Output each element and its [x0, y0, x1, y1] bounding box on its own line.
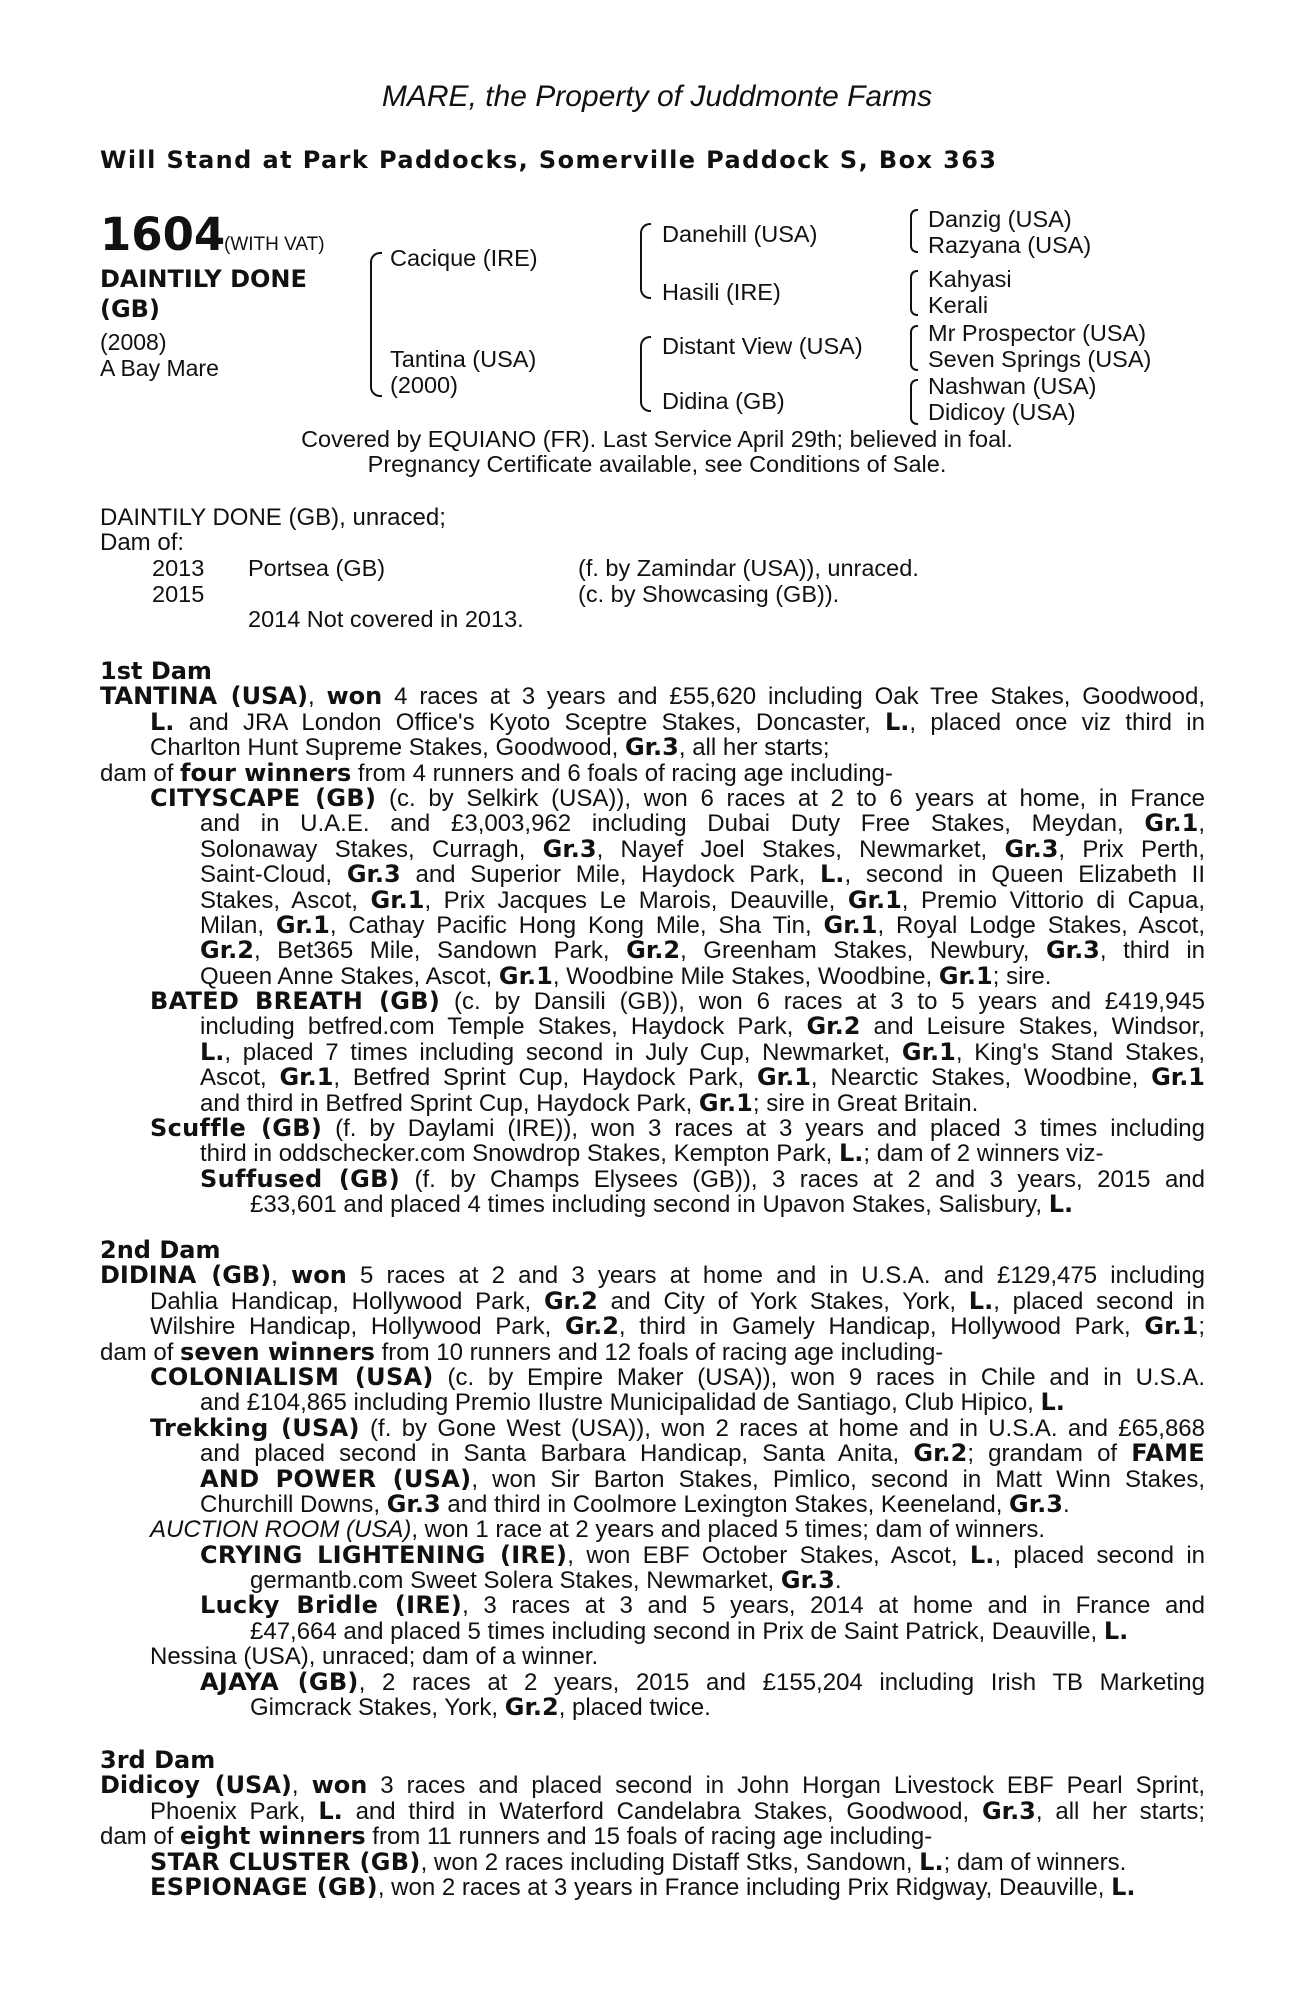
grade: Gr.2 [543, 1286, 598, 1315]
race-text: and Superior Mile, Haydock Park, [400, 861, 821, 889]
pedigree-sire: Cacique (IRE) [390, 245, 538, 271]
race-text: , Nearctic Stakes, Woodbine, [810, 1064, 1152, 1092]
race-text: and placed second in Santa Barbara Handicap, Santa Anita, [200, 1440, 914, 1468]
won-label: won [326, 682, 383, 711]
progeny-name: BATED BREATH (GB) [150, 987, 441, 1016]
race-text: (c. by Selkirk (USA)), won 6 races at 2 to 6 years at home, in France [376, 784, 1205, 812]
grade: Gr.3 [386, 1489, 441, 1518]
race-text: , Prix Perth, [1058, 835, 1205, 863]
race-text: , King's Stand Stakes, [955, 1038, 1206, 1066]
race-text: (f. by Daylami (IRE)), won 3 races at 3 years and placed 3 times including [322, 1115, 1205, 1143]
horse-description: A Bay Mare [100, 355, 219, 381]
pedigree-g3: Kahyasi [928, 266, 1012, 292]
covering-note: Covered by EQUIANO (FR). Last Service April 29th; believed in foal. [301, 426, 1013, 452]
progeny-name: STAR CLUSTER (GB) [150, 1847, 421, 1876]
grade: Gr.3 [624, 733, 679, 762]
pedigree-dam: Tantina (USA) [390, 346, 537, 372]
sire-brace [370, 252, 382, 397]
race-text: , Nayef Joel Stakes, Newmarket, [596, 835, 1005, 863]
race-text: ; sire in Great Britain. [752, 1089, 979, 1117]
grade: Gr.2 [913, 1439, 968, 1468]
race-text: and third in Betfred Sprint Cup, Haydock Park, [200, 1089, 699, 1117]
race-text: , won 1 race at 2 years and placed 5 times; dam of winners. [411, 1516, 1045, 1544]
g-brace-1 [910, 209, 918, 253]
grade: L. [968, 1286, 994, 1315]
section-heading: 3rd Dam [100, 1746, 216, 1774]
race-text: Milan, [200, 911, 276, 939]
pedigree-g7: Nashwan (USA) [928, 373, 1097, 399]
grade: L. [839, 1139, 864, 1168]
race-text: , all her starts; [678, 734, 830, 762]
race-text: , placed twice. [558, 1694, 711, 1722]
progeny-name: COLONIALISM (USA) [150, 1362, 434, 1391]
race-text: , won 2 races including Distaff Stks, Sandown, [420, 1848, 920, 1876]
race-text: Charlton Hunt Supreme Stakes, Goodwood, [150, 734, 625, 762]
pedigree-sire-sire: Danehill (USA) [662, 221, 818, 247]
progeny-name: Lucky Bridle (IRE) [200, 1591, 463, 1620]
grade: Gr.3 [981, 1796, 1036, 1825]
grade: Gr.1 [498, 961, 553, 990]
race-text: ; [1198, 1313, 1206, 1341]
pregnancy-note: Pregnancy Certificate available, see Conditions of Sale. [367, 451, 947, 477]
progeny-name: ESPIONAGE (GB) [150, 1872, 378, 1901]
grade: Gr.3 [1009, 1489, 1063, 1518]
race-text: ; dam of 2 winners viz- [863, 1140, 1104, 1168]
grade: Gr.3 [1004, 834, 1059, 863]
race-text: and City of York Stakes, York, [597, 1287, 969, 1315]
dam-name: TANTINA (USA) [100, 682, 308, 711]
race-text: . [834, 1567, 842, 1595]
grade: L. [1048, 1190, 1074, 1219]
grade: Gr.1 [847, 885, 902, 914]
progeny-name: Suffused (GB) [200, 1164, 401, 1193]
grade: Gr.1 [1144, 809, 1199, 838]
race-text: Dahlia Handicap, Hollywood Park, [150, 1287, 544, 1315]
g-brace-4 [910, 379, 918, 425]
grade: L. [1103, 1616, 1129, 1645]
progeny-name: Trekking (USA) [150, 1413, 360, 1442]
race-text: Phoenix Park, [150, 1797, 319, 1825]
race-text: from 10 runners and 12 foals of racing age including- [374, 1338, 944, 1366]
race-text: . [1062, 1490, 1070, 1518]
horse-name-line1: DAINTILY DONE [100, 265, 307, 293]
grade: Gr.1 [823, 910, 878, 939]
progeny-name: FAME [1131, 1439, 1205, 1468]
race-text: Solonaway Stakes, Curragh, [200, 835, 543, 863]
grade: L. [200, 1037, 225, 1066]
pedigree-g4: Kerali [928, 292, 989, 318]
race-text: and in U.A.E. and £3,003,962 including Dubai Duty Free Stakes, Meydan, [200, 810, 1145, 838]
lot-number: 1604 [100, 208, 226, 261]
grade: Gr.1 [1144, 1312, 1199, 1341]
produce-note: 2014 Not covered in 2013. [248, 606, 524, 632]
g-brace-2 [910, 270, 918, 316]
race-text: , Cathay Pacific Hong Kong Mile, Sha Tin, [329, 911, 824, 939]
grade: L. [150, 707, 175, 736]
progeny-name: CITYSCAPE (GB) [150, 783, 377, 812]
produce-year: 2015 [152, 581, 205, 607]
grade: Gr.2 [504, 1693, 559, 1722]
race-text: and JRA London Office's Kyoto Sceptre Stakes, Doncaster, [174, 708, 885, 736]
race-text: Gimcrack Stakes, York, [250, 1694, 505, 1722]
pedigree-g1: Danzig (USA) [928, 206, 1072, 232]
grade: Gr.1 [275, 910, 330, 939]
winners-count: eight winners [180, 1822, 366, 1851]
race-text: dam of [100, 759, 181, 787]
race-text: from 4 runners and 6 foals of racing age including- [351, 759, 893, 787]
grade: Gr.2 [626, 936, 681, 965]
horse-year: (2008) [100, 329, 167, 355]
grade: Gr.1 [901, 1037, 956, 1066]
race-text: £47,664 and placed 5 times including second in Prix de Saint Patrick, Deauville, [250, 1617, 1104, 1645]
progeny-name: AND POWER (USA) [200, 1464, 472, 1493]
dam-name: DIDINA (GB) [100, 1261, 272, 1290]
race-text: , all her starts; [1035, 1797, 1206, 1825]
race-text: (c. by Dansili (GB)), won 6 races at 3 to 5 years and £419,945 [440, 988, 1205, 1016]
race-text: £33,601 and placed 4 times including second in Upavon Stakes, Salisbury, [250, 1191, 1049, 1219]
pedigree-g2: Razyana (USA) [928, 232, 1092, 258]
pedigree-g6: Seven Springs (USA) [928, 346, 1152, 372]
page-subtitle: Will Stand at Park Paddocks, Somerville Paddock S, Box 363 [100, 146, 998, 174]
horse-name [100, 264, 307, 324]
race-text: (f. by Champs Elysees (GB)), 3 races at 2 and 3 years, 2015 and [400, 1165, 1205, 1193]
race-text: , third in [1099, 937, 1206, 965]
race-text: and Leisure Stakes, Windsor, [860, 1013, 1205, 1041]
grade: L. [318, 1796, 343, 1825]
grade: Gr.3 [346, 860, 401, 889]
race-text: ; grandam of [967, 1440, 1132, 1468]
race-text: and third in Coolmore Lexington Stakes, Keeneland, [440, 1490, 1010, 1518]
race-text: ; dam of winners. [943, 1848, 1127, 1876]
race-text: , [1198, 810, 1205, 838]
g-brace-3 [910, 325, 918, 371]
race-text: , won Sir Barton Stakes, Pimlico, second in Matt Winn Stakes, [471, 1465, 1205, 1493]
race-text: , second in Queen Elizabeth II [844, 861, 1205, 889]
race-text: , Woodbine Mile Stakes, Woodbine, [552, 962, 939, 990]
race-text: , Prix Jacques Le Marois, Deauville, [424, 886, 848, 914]
progeny-name: Scuffle (GB) [150, 1114, 323, 1143]
grade: L. [969, 1540, 995, 1569]
race-text: dam of [100, 1823, 181, 1851]
section-heading: 1st Dam [100, 657, 212, 685]
grade: Gr.3 [542, 834, 597, 863]
grade: Gr.2 [564, 1312, 619, 1341]
race-text: dam of [100, 1338, 181, 1366]
race-text: and third in Waterford Candelabra Stakes, Goodwood, [342, 1797, 982, 1825]
sire-line-brace [640, 223, 651, 299]
winners-count: four winners [180, 758, 352, 787]
grade: L. [1111, 1872, 1136, 1901]
race-text: Churchill Downs, [200, 1490, 387, 1518]
produce-intro: DAINTILY DONE (GB), unraced; [100, 504, 446, 531]
grade: Gr.2 [200, 936, 254, 965]
grade: L. [820, 860, 845, 889]
lot-vat: (WITH VAT) [224, 234, 325, 255]
page-title: MARE, the Property of Juddmonte Farms [381, 80, 933, 113]
second-dam-section: 2nd Dam DIDINA (GB), won 5 races at 2 and 3 years at home and in U.S.A. and £129,475 including Dahlia Handicap, Hollywood Park, Gr.2 and City of York Stakes, York, L., placed second in Wilshire Handicap, Hollywood Park, Gr.2, third in Gamely Handicap, Hollywood Park, Gr.1; dam of seven winners from 10 runners and 12 foals of racing age including- COLONIALISM (USA) (c. by Empire Maker (USA)), won 9 races in Chile and in U.S.A. and £104,865 including Premio Ilustre Municipalidad de Santiago, Club Hipico, L. Trekking (USA) (f. by Gone West (USA)), won 2 races at home and in U.S.A. and £65,868 and placed second in Santa Barbara Handicap, Santa Anita, Gr.2; grandam of FAME AND POWER (USA), won Sir Barton Stakes, Pimlico, second in Matt Winn Stakes, Churchill Downs, Gr.3 and third in Coolmore Lexington Stakes, Keeneland, Gr.3. AUCTION ROOM (USA), won 1 race at 2 years and placed 5 times; dam of winners. CRYING LIGHTENING (IRE), won EBF October Stakes, Ascot, L., placed second in germantb.com Sweet Solera Stakes, Newmarket, Gr.3. Lucky Bridle (IRE), 3 races at 3 and 5 years, 2014 at home and in France and £47,664 and placed 5 times including second in Prix de Saint Patrick, Deauville, L. Nessina (USA), unraced; dam of a winner. AJAYA (GB), 2 races at 2 years, 2015 and £155,204 including Irish TB Marketing Gimcrack Stakes, York, Gr.2, placed twice. [100, 1236, 1206, 1722]
race-text: 5 races at 2 and 3 years at home and in U.S.A. and £129,475 including [346, 1262, 1206, 1290]
section-heading: 2nd Dam [100, 1236, 221, 1264]
winners-count: seven winners [180, 1337, 375, 1366]
race-text: , third in Gamely Handicap, Hollywood Park, [618, 1313, 1145, 1341]
grade: L. [884, 707, 910, 736]
race-text: , placed once viz third in [909, 708, 1205, 736]
grade: Gr.1 [698, 1088, 753, 1117]
progeny-name: CRYING LIGHTENING (IRE) [200, 1540, 568, 1569]
produce-dam-of: Dam of: [100, 529, 185, 556]
produce-name: Portsea (GB) [248, 555, 386, 581]
progeny-name: AUCTION ROOM (USA) [150, 1516, 412, 1544]
race-text: , Royal Lodge Stakes, Ascot, [877, 911, 1206, 939]
grade: L. [919, 1847, 944, 1876]
dam-line-brace [640, 336, 651, 412]
race-text: , won EBF October Stakes, Ascot, [567, 1541, 970, 1569]
race-text: , placed 7 times including second in July Cup, Newmarket, [224, 1038, 902, 1066]
race-text: 3 races and placed second in John Horgan Livestock EBF Pearl Sprint, [367, 1772, 1205, 1800]
nessina-line: Nessina (USA), unraced; dam of a winner. [150, 1643, 599, 1671]
race-text: , 2 races at 2 years, 2015 and £155,204 including Irish TB Marketing [358, 1668, 1205, 1696]
race-text: , placed second in [994, 1541, 1206, 1569]
race-text: Stakes, Ascot, [200, 886, 371, 914]
dam-name: Didicoy (USA) [100, 1771, 292, 1800]
race-text: including betfred.com Temple Stakes, Haydock Park, [200, 1013, 807, 1041]
race-text: (f. by Gone West (USA)), won 2 races at home and in U.S.A. and £65,868 [359, 1414, 1205, 1442]
won-label: won [311, 1771, 368, 1800]
race-text: from 11 runners and 15 foals of racing age including- [365, 1823, 933, 1851]
race-text: , Premio Vittorio di Capua, [901, 886, 1205, 914]
race-text: , Betfred Sprint Cup, Haydock Park, [333, 1064, 757, 1092]
race-text: (c. by Empire Maker (USA)), won 9 races in Chile and in U.S.A. [433, 1363, 1205, 1391]
grade: Gr.1 [1151, 1063, 1206, 1092]
pedigree-dam-sire: Distant View (USA) [662, 333, 863, 359]
grade: Gr.2 [806, 1012, 861, 1041]
grade: L. [1040, 1388, 1065, 1417]
pedigree-sire-dam: Hasili (IRE) [662, 279, 781, 305]
grade: Gr.1 [279, 1063, 334, 1092]
race-text: Wilshire Handicap, Hollywood Park, [150, 1313, 565, 1341]
race-text: , Greenham Stakes, Newbury, [680, 937, 1046, 965]
progeny-name: AJAYA (GB) [200, 1667, 359, 1696]
grade: Gr.3 [780, 1566, 835, 1595]
race-text: , 3 races at 3 and 5 years, 2014 at home and in France and [462, 1592, 1205, 1620]
horse-name-line2: (GB) [100, 295, 160, 323]
race-text: Saint-Cloud, [200, 861, 347, 889]
race-text: , placed second in [993, 1287, 1205, 1315]
third-dam-section: 3rd Dam Didicoy (USA), won 3 races and placed second in John Horgan Livestock EBF Pearl Sprint, Phoenix Park, L. and third in Waterford Candelabra Stakes, Goodwood, Gr.3, all her starts; dam of eight winners from 11 runners and 15 foals of racing age including- STAR CLUSTER (GB), won 2 races including Distaff Stks, Sandown, L.; dam of winners. ESPIONAGE (GB), won 2 races at 3 years in France including Prix Ridgway, Deauville, L. [100, 1746, 1206, 1901]
produce-detail: (f. by Zamindar (USA)), unraced. [578, 555, 919, 581]
race-text: 4 races at 3 years and £55,620 including Oak Tree Stakes, Goodwood, [382, 683, 1205, 711]
grade: Gr.1 [938, 961, 993, 990]
first-dam-section: 1st Dam TANTINA (USA), won 4 races at 3 years and £55,620 including Oak Tree Stakes, Goodwood, L. and JRA London Office's Kyoto Sceptre Stakes, Doncaster, L., placed once viz third in Charlton Hunt Supreme Stakes, Goodwood, Gr.3, all her starts; dam of four winners from 4 runners and 6 foals of racing age including- CITYSCAPE (GB) (c. by Selkirk (USA)), won 6 races at 2 to 6 years at home, in France and in U.A.E. and £3,003,962 including Dubai Duty Free Stakes, Meydan, Gr.1, Solonaway Stakes, Curragh, Gr.3, Nayef Joel Stakes, Newmarket, Gr.3, Prix Perth, Saint-Cloud, Gr.3 and Superior Mile, Haydock Park, L., second in Queen Elizabeth II Stakes, Ascot, Gr.1, Prix Jacques Le Marois, Deauville, Gr.1, Premio Vittorio di Capua, Milan, Gr.1, Cathay Pacific Hong Kong Mile, Sha Tin, Gr.1, Royal Lodge Stakes, Ascot, Gr.2, Bet365 Mile, Sandown Park, Gr.2, Greenham Stakes, Newbury, Gr.3, third in Queen Anne Stakes, Ascot, Gr.1, Woodbine Mile Stakes, Woodbine, Gr.1; sire. BATED BREATH (GB) (c. by Dansili (GB)), won 6 races at 3 to 5 years and £419,945 including betfred.com Temple Stakes, Haydock Park, Gr.2 and Leisure Stakes, Windsor, L., placed 7 times including second in July Cup, Newmarket, Gr.1, King's Stand Stakes, Ascot, Gr.1, Betfred Sprint Cup, Haydock Park, Gr.1, Nearctic Stakes, Woodbine, Gr.1 and third in Betfred Sprint Cup, Haydock Park, Gr.1; sire in Great Britain. Scuffle (GB) (f. by Daylami (IRE)), won 3 races at 3 years and placed 3 times including third in oddschecker.com Snowdrop Stakes, Kempton Park, L.; dam of 2 winners viz- Suffused (GB) (f. by Champs Elysees (GB)), 3 races at 2 and 3 years, 2015 and £33,601 and placed 4 times including second in Upavon Stakes, Salisbury, L. [100, 657, 1206, 1219]
race-text: germantb.com Sweet Solera Stakes, Newmarket, [250, 1567, 781, 1595]
race-text: Queen Anne Stakes, Ascot, [200, 962, 499, 990]
grade: Gr.1 [756, 1063, 811, 1092]
race-text: ; sire. [992, 962, 1052, 990]
pedigree-g5: Mr Prospector (USA) [928, 320, 1147, 346]
race-text: third in oddschecker.com Snowdrop Stakes, Kempton Park, [200, 1140, 839, 1168]
produce-detail: (c. by Showcasing (GB)). [578, 581, 840, 607]
race-text: and £104,865 including Premio Ilustre Municipalidad de Santiago, Club Hipico, [200, 1389, 1041, 1417]
grade: Gr.3 [1045, 936, 1100, 965]
pedigree-dam-dam: Didina (GB) [662, 388, 785, 414]
race-text: Ascot, [200, 1064, 280, 1092]
won-label: won [291, 1261, 347, 1290]
race-text: , Bet365 Mile, Sandown Park, [253, 937, 627, 965]
produce-year: 2013 [152, 555, 205, 581]
grade: Gr.1 [370, 885, 425, 914]
pedigree-g8: Didicoy (USA) [928, 399, 1076, 425]
pedigree-dam-year: (2000) [390, 372, 458, 398]
race-text: , won 2 races at 3 years in France including Prix Ridgway, Deauville, [377, 1873, 1112, 1901]
